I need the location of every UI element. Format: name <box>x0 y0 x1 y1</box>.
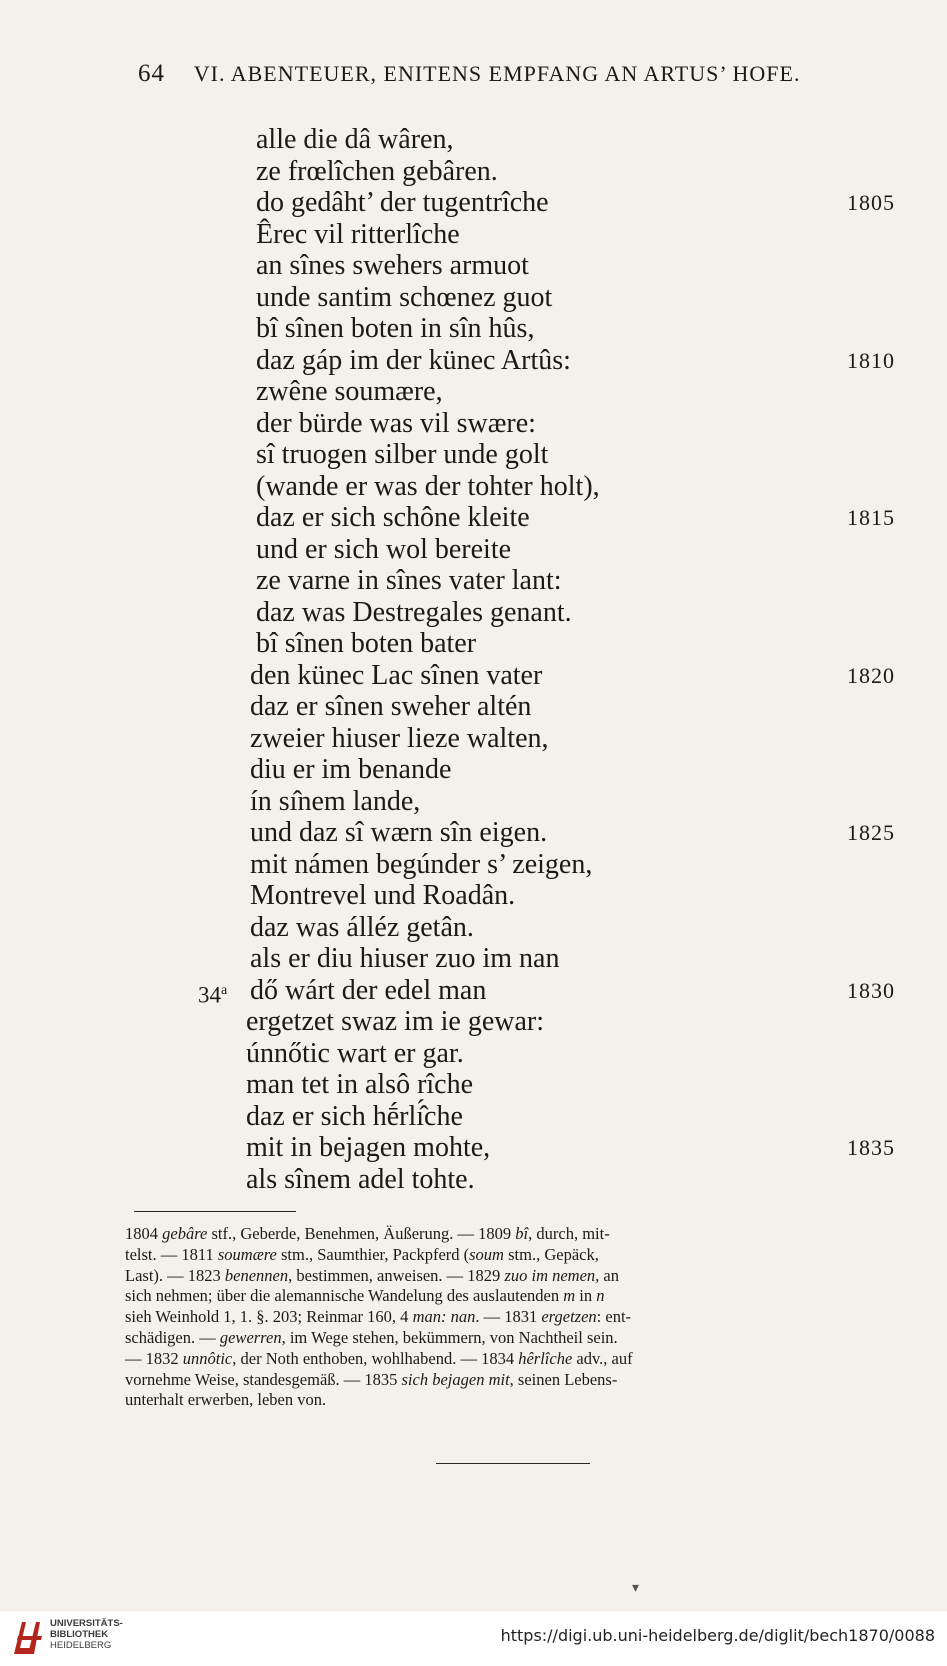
verse-line <box>0 156 947 188</box>
verse-text: als sînem adel tohte. <box>246 1163 475 1195</box>
footnote-line: unterhalt erwerben, leben von. <box>125 1390 327 1410</box>
verse-line <box>0 786 947 818</box>
verse-text: mit námen begúnder s’ zeigen, <box>250 848 593 880</box>
verse-line <box>0 912 947 944</box>
verse-line <box>0 471 947 503</box>
verse-text: sî truogen silber unde golt <box>256 439 549 470</box>
verse-text: man tet in alsô rîche <box>246 1069 474 1100</box>
verse-line <box>0 817 947 849</box>
running-title: VI. ABENTEUER, ENITENS EMPFANG AN ARTUS’ HOFE. <box>193 61 801 86</box>
page-mark: ▾ <box>632 1580 640 1596</box>
verse-text: do gedâht’ der tugentrîche <box>256 187 549 218</box>
verse-line <box>0 943 947 975</box>
verse-line <box>0 975 947 1007</box>
end-rule <box>436 1463 590 1464</box>
verse-text: als er diu hiuser zuo im nan <box>250 943 560 974</box>
page-number: 64 <box>138 60 165 87</box>
verse-number: 1810 <box>847 347 895 373</box>
source-url[interactable]: https://digi.ub.uni-heidelberg.de/diglit/bech1870/0088 <box>500 1626 935 1645</box>
verse-line <box>0 439 947 471</box>
verse-line <box>0 408 947 440</box>
verse-text: diu er im benande <box>250 754 452 785</box>
verse-line <box>0 754 947 786</box>
verse-number: 1830 <box>847 977 895 1003</box>
verse-line <box>0 849 947 881</box>
verse-text: den künec Lac sînen vater <box>250 659 543 691</box>
verse-line <box>0 565 947 597</box>
footnote-line: Last). — 1823 benennen, bestimmen, anweisen. — 1829 zuo im nemen, an <box>125 1265 619 1285</box>
verse-line <box>0 1069 947 1101</box>
footnote-line: sieh Weinhold 1, 1. §. 203; Reinmar 160, 4 man: nan. — 1831 ergetzen: ent- <box>125 1307 632 1327</box>
verse-text: bî sînen boten bater <box>256 628 477 659</box>
verse-text: der bürde was vil swære: <box>256 407 536 439</box>
footnote-line: 1804 gebâre stf., Geberde, Benehmen, Äußerung. — 1809 bî, durch, mit- <box>125 1224 610 1243</box>
verse-text: daz was Destregales genant. <box>256 596 572 628</box>
verse-line <box>0 691 947 723</box>
footnotes <box>125 1224 901 1411</box>
verse-line <box>0 376 947 408</box>
verse-line <box>0 250 947 282</box>
verse-line <box>0 597 947 629</box>
library-name: UNIVERSITÄTS- BIBLIOTHEK HEIDELBERG <box>50 1618 123 1651</box>
verse-text: unde santim schœnez guot <box>256 281 553 313</box>
verse-number: 1815 <box>847 505 895 530</box>
verse-text: Montrevel und Roadân. <box>250 880 516 911</box>
verse-text: Êrec vil ritterlîche <box>256 218 460 250</box>
verse-text: bî sînen boten in sîn hûs, <box>256 313 535 344</box>
verse-line <box>0 124 947 156</box>
verse-line <box>0 345 947 377</box>
verse-line <box>0 282 947 314</box>
verse-text: daz gáp im der künec Artûs: <box>256 344 571 376</box>
footnote-line: — 1832 unnôtic, der Noth enthoben, wohlhabend. — 1834 hêrlîche adv., auf <box>125 1348 633 1368</box>
library-logo-icon <box>8 1614 48 1662</box>
verse-number: 1835 <box>847 1135 895 1160</box>
verse-line <box>0 1132 947 1164</box>
verse-number: 1820 <box>847 662 895 688</box>
verse-line <box>0 1101 947 1133</box>
verse-text: ze frœlîchen gebâren. <box>256 155 498 187</box>
verse-text: und er sich wol bereite <box>256 533 512 565</box>
verse-text: mit in bejagen mohte, <box>246 1132 491 1163</box>
verse-line <box>0 502 947 534</box>
verse-line <box>0 219 947 251</box>
verse-text: (wande er was der tohter holt), <box>256 470 600 502</box>
verse-text: daz er sich hḗrlı̂́che <box>246 1100 463 1132</box>
footnote-line: sich nehmen; über die alemannische Wandelung des auslautenden m in n <box>125 1286 605 1306</box>
verse-text: ín sı̂nem lande, <box>250 785 421 817</box>
verse-text: und daz sî wærn sîn eigen. <box>250 817 548 848</box>
verse-line <box>0 1006 947 1038</box>
verse-line <box>0 1164 947 1196</box>
verse-line <box>0 1038 947 1070</box>
footnote-separator <box>134 1211 296 1212</box>
verse-text: dő wárt der edel man <box>250 974 487 1006</box>
verse-text: daz was álléz getân. <box>250 911 474 943</box>
verse-text: daz er sînen sweher altén <box>250 691 532 722</box>
verse-text: únnőtic wart er gar. <box>246 1037 464 1069</box>
verse-block <box>0 124 947 1195</box>
verse-text: an sînes swehers armuot <box>256 250 529 281</box>
footnote-line: schädigen. — gewerren, im Wege stehen, bekümmern, von Nachtheil sein. <box>125 1327 618 1347</box>
verse-text: zweier hiuser lieze walten, <box>250 722 549 754</box>
verse-number: 1825 <box>847 820 895 845</box>
verse-line <box>0 313 947 345</box>
footnote-line: vornehme Weise, standesgemäß. — 1835 sich bejagen mit, seinen Lebens- <box>125 1369 618 1389</box>
verse-line <box>0 660 947 692</box>
verse-text: daz er sich schône kleite <box>256 502 530 533</box>
verse-number: 1805 <box>847 190 895 215</box>
verse-text: alle die dâ wâren, <box>256 124 454 155</box>
folio-marker: 34$^a$ <box>198 982 228 1008</box>
verse-line <box>0 187 947 219</box>
running-header <box>138 60 878 88</box>
verse-line <box>0 723 947 755</box>
verse-line <box>0 628 947 660</box>
verse-text: zwêne soumære, <box>256 376 443 407</box>
footnote-line: telst. — 1811 soumære stm., Saumthier, Packpferd (soum stm., Gepäck, <box>125 1244 599 1264</box>
verse-text: ze varne in sînes vater lant: <box>256 565 562 596</box>
verse-line <box>0 880 947 912</box>
verse-text: ergetzet swaz im ie gewar: <box>246 1006 545 1037</box>
verse-line <box>0 534 947 566</box>
